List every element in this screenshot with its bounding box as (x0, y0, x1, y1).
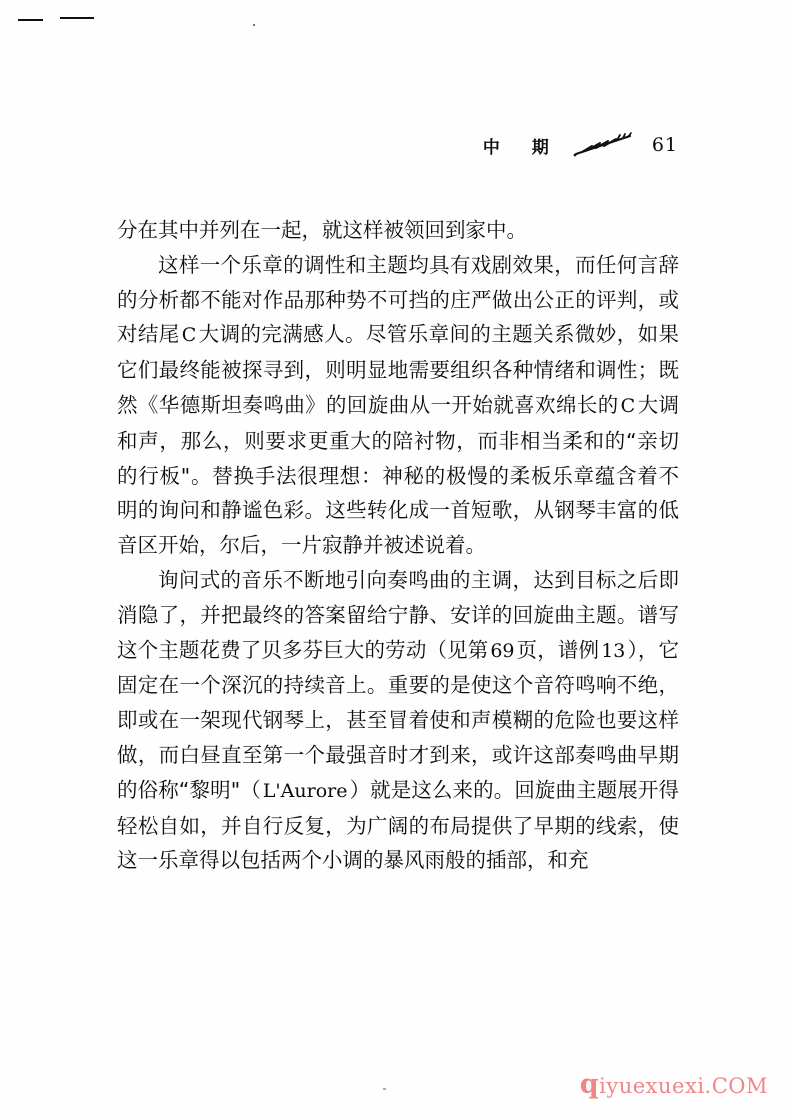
running-head-title: 中 期 (482, 137, 562, 158)
cjk-run: 页，谱例 (516, 637, 600, 662)
paragraph (117, 563, 679, 878)
latin-run: 13 (601, 639, 626, 662)
scan-artifact-dash-right (60, 17, 94, 19)
cjk-run: 询问式的音乐不断地引向奏鸣曲的主调，达到目标之后即消隐了，并把最终的答案留给宁静、安详的回旋曲主题。谱写这个主题花费了贝多芬巨大的劳动（见第 (117, 567, 679, 662)
latin-run: C (181, 324, 197, 347)
running-head (117, 132, 678, 166)
scan-artifact-speck-bottom (383, 1088, 386, 1090)
ink-scribble-icon (572, 132, 638, 158)
cjk-run: ）就是这么来的。回旋曲主题展开得轻松自如，并自行反复，为广阔的布局提供了早期的线索，使这一乐章得以包括两个小调的暴风雨般的插部，和充 (117, 777, 679, 873)
latin-run: L'Aurore (262, 779, 348, 802)
page-number: 61 (651, 134, 678, 156)
paragraph (117, 248, 679, 563)
scan-artifact-dash-left (18, 19, 43, 21)
cjk-run: 这样一个乐章的调性和主题均具有戏剧效果，而任何言辞的分析都不能对作品那种势不可挡的庄严做出公正的评判，或对结尾 (117, 252, 679, 347)
site-watermark (580, 1071, 768, 1098)
latin-run: C (620, 394, 636, 417)
paragraph: 分在其中并列在一起，就这样被领回到家中。 (117, 218, 527, 242)
latin-run: 69 (490, 639, 515, 662)
watermark-text: iyuexuexi.COM (599, 1074, 768, 1098)
cjk-run: 大调和声，那么，则要求更重大的陪衬物，而非相当柔和的“亲切的行板"。替换手法很理想：神秘的极慢的柔板乐章蕴含着不明的询问和静谧色彩。这些转化成一首短歌，从钢琴丰富的低音区开始，尔后，一片寂静并被述说着。 (117, 392, 680, 558)
running-head-inner (483, 132, 678, 158)
scan-artifact-speck (253, 24, 255, 26)
page-body-text (117, 213, 679, 878)
cjk-run: 大调的完满感人。尽管乐章间的主题关系微妙，如果它们最终能被探寻到，则明显地需要组织各种情绪和调性；既然《华德斯坦奏鸣曲》的回旋曲从一开始就喜欢绵长的 (117, 322, 680, 417)
watermark-initial: q (579, 1069, 600, 1100)
cjk-run: ），它固定在一个深沉的持续音上。重要的是使这个音符鸣响不绝，即或在一架现代钢琴上，甚至冒着使和声模糊的危险也要这样做，而白昼直至第一个最强音时才到来，或许这部奏鸣曲早期的俗称“黎明"（ (117, 637, 680, 802)
